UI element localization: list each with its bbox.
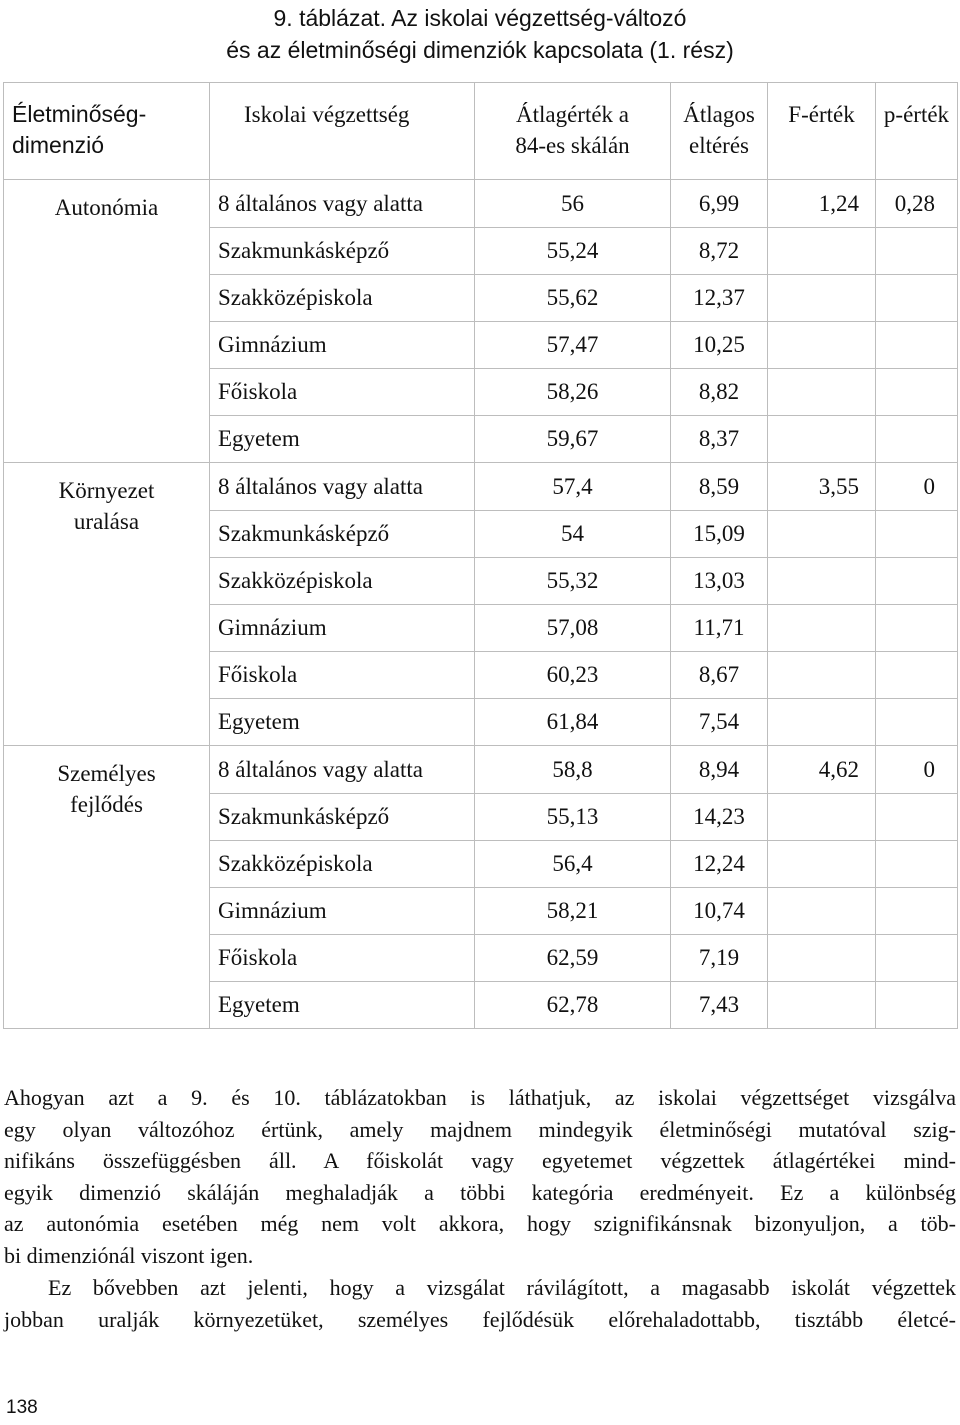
- school-cell: Gimnázium: [210, 888, 475, 935]
- empty-cell: [876, 699, 958, 746]
- mean-cell: 54: [475, 511, 671, 558]
- dimension-cell: Személyes fejlődés: [4, 746, 210, 1029]
- text-line: Ahogyan azt a 9. és 10. táblázatokban is láthatjuk, az iskolai végzettséget vizsgálva: [4, 1085, 956, 1110]
- empty-cell: [768, 935, 876, 982]
- text-line: Ez bővebben azt jelenti, hogy a vizsgálat rávilágított, a magasabb iskolát végzettek: [48, 1275, 956, 1300]
- sd-cell: 7,54: [671, 699, 768, 746]
- empty-cell: [768, 652, 876, 699]
- mean-cell: 58,26: [475, 369, 671, 416]
- school-cell: Gimnázium: [210, 605, 475, 652]
- empty-cell: [768, 794, 876, 841]
- school-cell: Szakmunkásképző: [210, 511, 475, 558]
- p-value-cell: 0: [876, 463, 958, 511]
- sd-cell: 12,37: [671, 275, 768, 322]
- empty-cell: [876, 322, 958, 369]
- sd-cell: 10,25: [671, 322, 768, 369]
- empty-cell: [768, 982, 876, 1029]
- caption-line-2: és az életminőségi dimenziók kapcsolata (1. rész): [226, 37, 734, 63]
- empty-cell: [876, 794, 958, 841]
- sd-cell: 12,24: [671, 841, 768, 888]
- dimension-cell: Környezet uralása: [4, 463, 210, 746]
- mean-cell: 55,24: [475, 228, 671, 275]
- text-line: egy olyan változóhoz értünk, amely majdnem mindegyik életminőségi mutatóval szig-: [4, 1116, 956, 1142]
- page-number: 138: [6, 1397, 38, 1418]
- empty-cell: [876, 888, 958, 935]
- paragraph-2: [4, 1272, 956, 1335]
- empty-cell: [876, 416, 958, 463]
- text-line: az autonómia esetében még nem volt akkora, hogy szignifikánsnak bizonyuljon, a töb-: [4, 1211, 956, 1236]
- table-row: [4, 463, 958, 511]
- empty-cell: [768, 369, 876, 416]
- mean-cell: 56: [475, 180, 671, 228]
- school-cell: Főiskola: [210, 369, 475, 416]
- empty-cell: [768, 888, 876, 935]
- school-cell: Szakközépiskola: [210, 841, 475, 888]
- school-cell: Egyetem: [210, 699, 475, 746]
- sd-cell: 8,59: [671, 463, 768, 511]
- empty-cell: [768, 511, 876, 558]
- school-cell: Egyetem: [210, 416, 475, 463]
- school-cell: 8 általános vagy alatta: [210, 180, 475, 228]
- sd-cell: 7,19: [671, 935, 768, 982]
- empty-cell: [876, 369, 958, 416]
- school-cell: Főiskola: [210, 652, 475, 699]
- school-cell: Szakközépiskola: [210, 558, 475, 605]
- sd-cell: 8,67: [671, 652, 768, 699]
- header-f-value: F-érték: [768, 83, 876, 180]
- empty-cell: [876, 841, 958, 888]
- header-mean: Átlagérték a 84-es skálán: [475, 83, 671, 180]
- empty-cell: [768, 322, 876, 369]
- text-line: jobban uralják környezetüket, személyes fejlődésük előrehaladottabb, tisztább életcé-: [4, 1306, 956, 1332]
- text-line: bi dimenziónál viszont igen.: [4, 1242, 254, 1268]
- f-value-cell: 4,62: [768, 746, 876, 794]
- empty-cell: [768, 558, 876, 605]
- empty-cell: [768, 605, 876, 652]
- empty-cell: [876, 275, 958, 322]
- sd-cell: 8,72: [671, 228, 768, 275]
- mean-cell: 62,78: [475, 982, 671, 1029]
- school-cell: Főiskola: [210, 935, 475, 982]
- school-cell: Gimnázium: [210, 322, 475, 369]
- f-value-cell: 3,55: [768, 463, 876, 511]
- sd-cell: 10,74: [671, 888, 768, 935]
- school-cell: 8 általános vagy alatta: [210, 746, 475, 794]
- table-row: [4, 180, 958, 228]
- text-line: nifikáns összefüggésben áll. A főiskolát vagy egyetemet végzettek átlagértékei mind-: [4, 1148, 956, 1173]
- school-cell: 8 általános vagy alatta: [210, 463, 475, 511]
- table-header-row: [4, 83, 958, 180]
- text-line: egyik dimenzió skáláján meghaladják a többi kategória eredményeit. Ez a különbség: [4, 1179, 956, 1205]
- mean-cell: 55,13: [475, 794, 671, 841]
- mean-cell: 57,4: [475, 463, 671, 511]
- school-cell: Szakmunkásképző: [210, 794, 475, 841]
- empty-cell: [768, 416, 876, 463]
- empty-cell: [876, 982, 958, 1029]
- empty-cell: [768, 841, 876, 888]
- sd-cell: 8,82: [671, 369, 768, 416]
- header-p-value: p-érték: [876, 83, 958, 180]
- empty-cell: [876, 935, 958, 982]
- mean-cell: 57,08: [475, 605, 671, 652]
- caption-line-1: 9. táblázat. Az iskolai végzettség-változó: [273, 5, 687, 31]
- table-caption: [0, 2, 960, 66]
- mean-cell: 58,8: [475, 746, 671, 794]
- sd-cell: 13,03: [671, 558, 768, 605]
- sd-cell: 8,94: [671, 746, 768, 794]
- education-quality-table: [3, 82, 958, 1029]
- sd-cell: 14,23: [671, 794, 768, 841]
- empty-cell: [876, 652, 958, 699]
- mean-cell: 58,21: [475, 888, 671, 935]
- header-school: Iskolai végzettség: [210, 83, 475, 180]
- empty-cell: [876, 558, 958, 605]
- p-value-cell: 0: [876, 746, 958, 794]
- sd-cell: 8,37: [671, 416, 768, 463]
- mean-cell: 56,4: [475, 841, 671, 888]
- school-cell: Szakközépiskola: [210, 275, 475, 322]
- mean-cell: 61,84: [475, 699, 671, 746]
- school-cell: Egyetem: [210, 982, 475, 1029]
- mean-cell: 60,23: [475, 652, 671, 699]
- empty-cell: [768, 228, 876, 275]
- mean-cell: 55,32: [475, 558, 671, 605]
- sd-cell: 6,99: [671, 180, 768, 228]
- empty-cell: [876, 228, 958, 275]
- header-dimension: Életminőség- dimenzió: [4, 83, 210, 180]
- mean-cell: 59,67: [475, 416, 671, 463]
- school-cell: Szakmunkásképző: [210, 228, 475, 275]
- empty-cell: [876, 511, 958, 558]
- empty-cell: [876, 605, 958, 652]
- header-sd: Átlagos eltérés: [671, 83, 768, 180]
- empty-cell: [768, 275, 876, 322]
- dimension-cell: Autonómia: [4, 180, 210, 463]
- f-value-cell: 1,24: [768, 180, 876, 228]
- table-row: [4, 746, 958, 794]
- mean-cell: 57,47: [475, 322, 671, 369]
- p-value-cell: 0,28: [876, 180, 958, 228]
- empty-cell: [768, 699, 876, 746]
- sd-cell: 11,71: [671, 605, 768, 652]
- sd-cell: 7,43: [671, 982, 768, 1029]
- paragraph-1: [4, 1082, 956, 1271]
- mean-cell: 55,62: [475, 275, 671, 322]
- sd-cell: 15,09: [671, 511, 768, 558]
- mean-cell: 62,59: [475, 935, 671, 982]
